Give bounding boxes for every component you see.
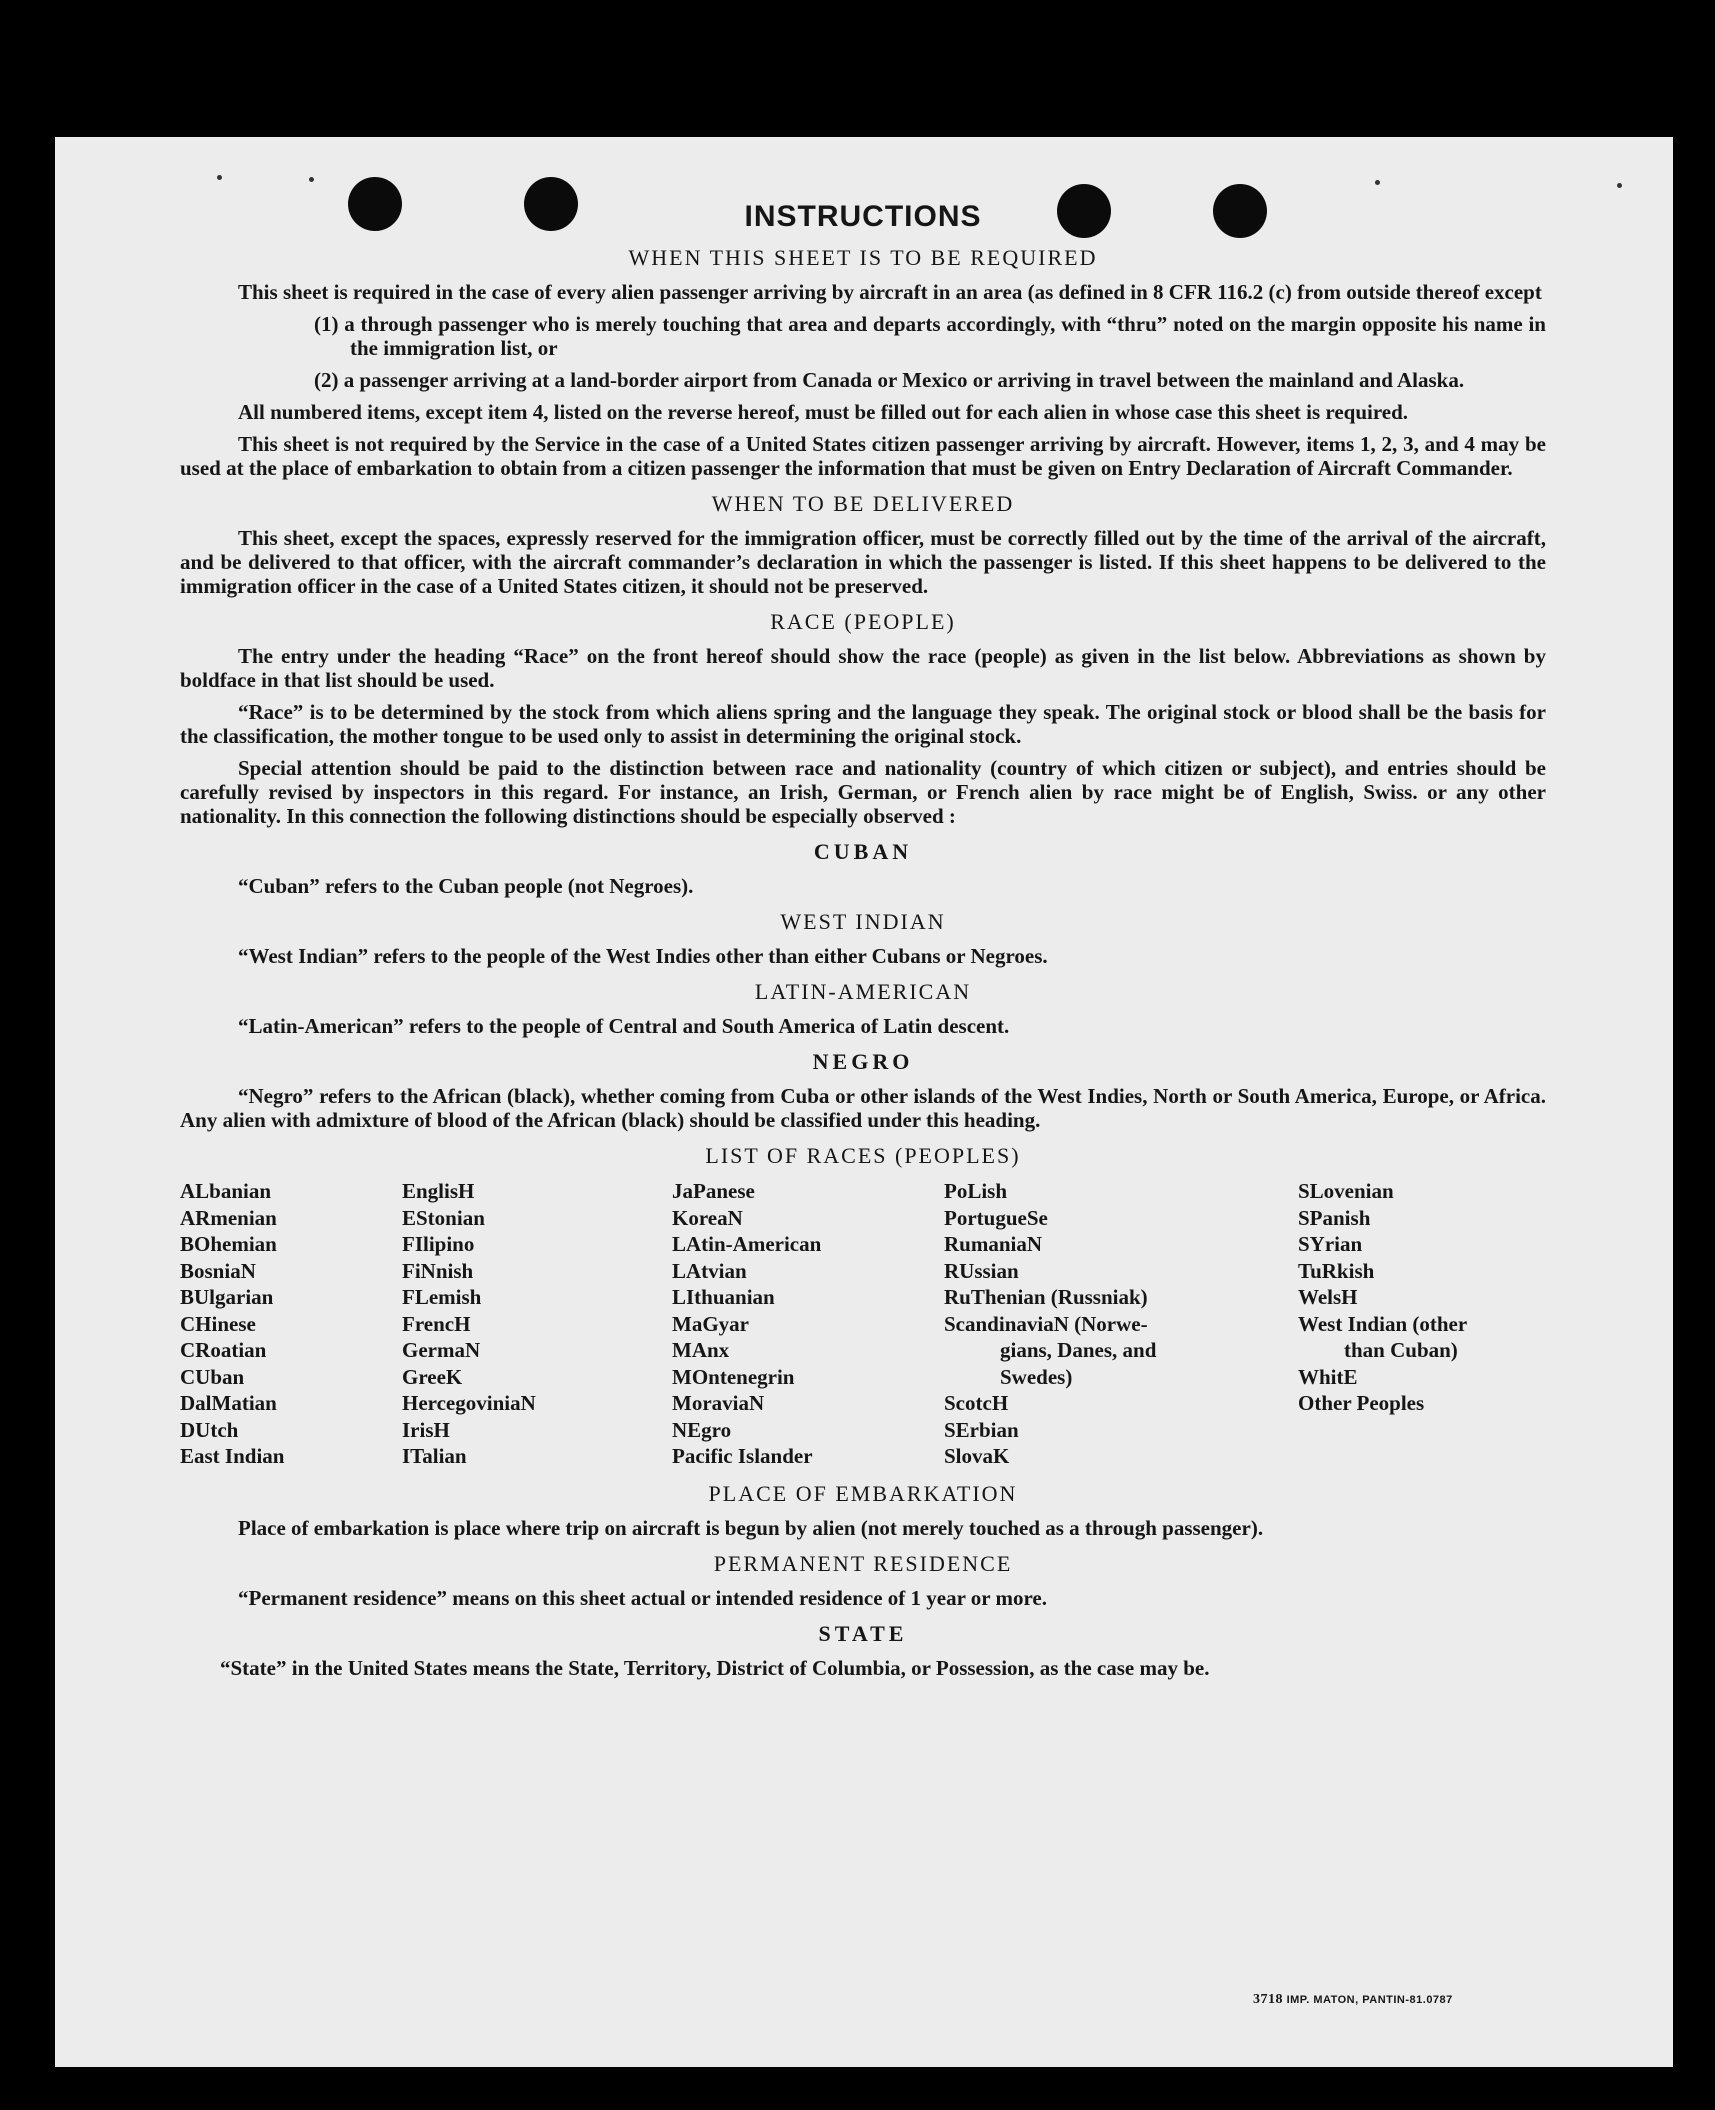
section-heading: WHEN TO BE DELIVERED <box>711 491 1015 516</box>
race-item: FrencH <box>402 1311 471 1336</box>
section-heading: LATIN-AMERICAN <box>754 979 972 1004</box>
definition: “Permanent residence” means on this sheet actual or intended residence of 1 year or more. <box>238 1585 1047 1610</box>
definition: “West Indian” refers to the people of the West Indies other than either Cubans or Negroes. <box>238 944 1048 968</box>
race-item: ITalian <box>402 1444 467 1468</box>
race-item: CHinese <box>180 1311 256 1336</box>
speck <box>309 177 314 182</box>
paragraph: This sheet, except the spaces, expressly reserved for the immigration officer, must be correctly filled out by the time of the arrival of the aircraft, and be delivered to that officer, with the aircraft commander’s declaration in which the passenger is listed. If this sheet happens to be delivered to the immigration officer in the case of a United States citizen, it should not be preserved. <box>180 526 1546 598</box>
race-item: NEgro <box>672 1417 732 1442</box>
race-item: PoLish <box>944 1179 1008 1203</box>
race-item: RumaniaN <box>944 1232 1043 1256</box>
race-item: gians, Danes, and <box>1000 1338 1157 1362</box>
definition: “Negro” refers to the African (black), whether coming from Cuba or other islands of the West Indies, North or South America, Europe, or Africa. Any alien with admixture of blood of the African (black) should be classified under this heading. <box>180 1084 1546 1132</box>
paragraph: This sheet is not required by the Service in the case of a United States citizen passenger arriving by aircraft. However, items 1, 2, 3, and 4 may be used at the place of embarkation to obtain from a citizen passenger the information that must be given on Entry Declaration of Aircraft Commander. <box>180 432 1546 480</box>
list-item: (2) a passenger arriving at a land-border airport from Canada or Mexico or arriving in travel between the mainland and Alaska. <box>314 368 1465 392</box>
race-item: LAtin-American <box>672 1232 822 1256</box>
race-item: KoreaN <box>672 1205 743 1230</box>
race-column-3 <box>672 1178 944 1470</box>
race-item: BUlgarian <box>180 1285 274 1309</box>
section-heading: PLACE OF EMBARKATION <box>708 1480 1018 1506</box>
race-item: DalMatian <box>180 1391 277 1415</box>
race-item: than Cuban) <box>1344 1338 1458 1362</box>
section-heading: RACE (PEOPLE) <box>770 609 956 634</box>
section-heading: CUBAN <box>813 839 913 864</box>
race-item: MaGyar <box>672 1311 749 1336</box>
race-item: MAnx <box>672 1338 730 1362</box>
race-item: JaPanese <box>672 1179 755 1203</box>
speck <box>1617 183 1622 188</box>
race-item: SErbian <box>944 1417 1019 1442</box>
race-item: HercegoviniaN <box>402 1391 536 1415</box>
race-item: DUtch <box>180 1417 239 1442</box>
race-item: West Indian (other <box>1298 1311 1468 1336</box>
paragraph: Special attention should be paid to the distinction between race and nationality (country of which citizen or subject), and entries should be carefully revised by inspectors in this regard. For instance, an Irish, German, or French alien by race might be of English, Swiss. or any other nationality. In this connection the following distinctions should be especially observed : <box>180 756 1546 828</box>
race-item: GreeK <box>402 1364 463 1389</box>
printer-imprint <box>1253 1992 1453 2008</box>
page-title: INSTRUCTIONS <box>744 200 982 233</box>
race-item: BosniaN <box>180 1258 256 1283</box>
race-item: IrisH <box>402 1417 450 1442</box>
race-item: TuRkish <box>1298 1258 1375 1283</box>
race-item: ScandinaviaN (Norwe- <box>944 1311 1148 1336</box>
race-item: SlovaK <box>944 1444 1010 1468</box>
printer-name: IMP. MATON, PANTIN-81.0787 <box>1286 1994 1453 2006</box>
race-item: LIthuanian <box>672 1285 775 1309</box>
race-item: BOhemian <box>180 1232 277 1256</box>
race-item: RuThenian (Russniak) <box>944 1285 1148 1309</box>
definition: “State” in the United States means the State, Territory, District of Columbia, or Possession, as the case may be. <box>220 1655 1210 1680</box>
race-item: MoraviaN <box>672 1391 765 1415</box>
race-item: PortugueSe <box>944 1205 1048 1230</box>
section-heading: PERMANENT RESIDENCE <box>713 1550 1013 1576</box>
race-item: SYrian <box>1298 1232 1363 1256</box>
paragraph: This sheet is required in the case of every alien passenger arriving by aircraft in an area (as defined in 8 CFR 116.2 (c) from outside thereof except <box>238 280 1542 304</box>
race-item: RUssian <box>944 1258 1019 1283</box>
race-item: ARmenian <box>180 1205 277 1230</box>
paragraph: “Race” is to be determined by the stock from which aliens spring and the language they speak. The original stock or blood shall be the basis for the classification, the mother tongue to be used only to assist in determining the original stock. <box>180 700 1546 748</box>
race-item: EnglisH <box>402 1179 475 1203</box>
race-item: LAtvian <box>672 1258 747 1283</box>
race-item: SPanish <box>1298 1205 1371 1230</box>
list-item: (1) a through passenger who is merely touching that area and departs accordingly, with “thru” noted on the margin opposite his name in the immigration list, or <box>314 312 1546 360</box>
race-item: Pacific Islander <box>672 1444 813 1468</box>
race-item: GermaN <box>402 1338 481 1362</box>
race-item: Other Peoples <box>1298 1391 1425 1415</box>
speck <box>1375 180 1380 185</box>
instructions-content <box>180 200 1546 1688</box>
race-item: FLemish <box>402 1285 482 1309</box>
speck <box>217 175 222 180</box>
race-item: ScotcH <box>944 1391 1009 1415</box>
race-item: WelsH <box>1298 1285 1358 1309</box>
race-item: East Indian <box>180 1444 285 1468</box>
section-heading: LIST OF RACES (PEOPLES) <box>705 1143 1021 1168</box>
section-heading: NEGRO <box>812 1049 914 1074</box>
race-item: ALbanian <box>180 1179 272 1203</box>
definition: “Cuban” refers to the Cuban people (not Negroes). <box>238 874 694 898</box>
race-item: FIlipino <box>402 1232 475 1256</box>
definition: Place of embarkation is place where trip on aircraft is begun by alien (not merely touched as a through passenger). <box>238 1515 1264 1540</box>
paragraph: The entry under the heading “Race” on the front hereof should show the race (people) as given in the list below. Abbreviations as shown by boldface in that list should be used. <box>180 644 1546 692</box>
race-column-1 <box>180 1178 402 1470</box>
section-heading: WHEN THIS SHEET IS TO BE REQUIRED <box>628 245 1098 270</box>
paragraph: All numbered items, except item 4, listed on the reverse hereof, must be filled out for each alien in whose case this sheet is required. <box>238 400 1409 424</box>
race-item: SLovenian <box>1298 1179 1394 1203</box>
race-item: CRoatian <box>180 1338 267 1362</box>
race-column-2 <box>402 1178 672 1470</box>
section-heading: STATE <box>818 1620 908 1646</box>
race-item: Swedes) <box>1000 1364 1073 1389</box>
section-heading: WEST INDIAN <box>780 909 946 934</box>
race-column-5 <box>1298 1178 1546 1470</box>
race-item: CUban <box>180 1364 245 1389</box>
race-item: WhitE <box>1298 1364 1358 1389</box>
race-item: FiNnish <box>402 1258 474 1283</box>
race-item: MOntenegrin <box>672 1364 795 1389</box>
race-column-4 <box>944 1178 1298 1470</box>
definition: “Latin-American” refers to the people of Central and South America of Latin descent. <box>238 1014 1010 1038</box>
form-number: 3718 <box>1253 1992 1283 2007</box>
race-item: EStonian <box>402 1205 485 1230</box>
race-list <box>180 1178 1546 1470</box>
